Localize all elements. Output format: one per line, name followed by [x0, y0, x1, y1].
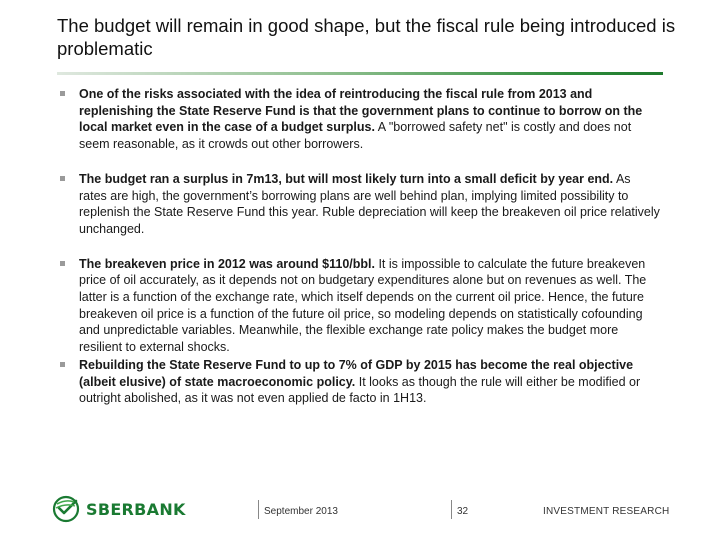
bullet-marker-icon: [60, 91, 65, 96]
bullet-bold-text: The budget ran a surplus in 7m13, but will most likely turn into a small deficit by year end.: [79, 171, 614, 186]
bullet-item: [60, 171, 660, 238]
footer-divider: [451, 500, 452, 519]
title-underline-rule: [57, 72, 663, 75]
slide-body: [60, 86, 660, 407]
bullet-item: [60, 256, 660, 356]
bullet-bold-text: Rebuilding the State Reserve Fund to up to 7% of GDP by 2015 has become the real objective (albeit elusive) of state macroeconomic policy.: [79, 357, 634, 389]
sberbank-logo: [52, 495, 186, 523]
bullet-bold-text: One of the risks associated with the idea of reintroducing the fiscal rule from 2013 and replenishing the State Reserve Fund is that the government plans to continue to borrow on the local market even in the case of a budget surplus.: [79, 87, 643, 135]
bullet-bold-text: The breakeven price in 2012 was around $110/bbl.: [79, 256, 375, 271]
bullet-text: As rates are high, the government’s borrowing plans are well behind plan, implying limited possibility to replenish the State Reserve Fund this year. Ruble depreciation will keep the breakeven oil price relatively unchanged.: [79, 171, 660, 236]
footer-section-label: INVESTMENT RESEARCH: [543, 506, 670, 517]
sberbank-logo-icon: [52, 495, 80, 523]
bullet-item: [60, 357, 660, 407]
footer-divider: [258, 500, 259, 519]
bullet-text: A "borrowed safety net" is costly and does not seem reasonable, as it crowds out other borrowers.: [79, 120, 632, 152]
bullet-marker-icon: [60, 176, 65, 181]
bullet-marker-icon: [60, 261, 65, 266]
bullet-item: [60, 86, 660, 153]
logo-text: SBERBANK: [86, 499, 186, 519]
slide-title: The budget will remain in good shape, but the fiscal rule being introduced is problematic: [57, 15, 676, 59]
bullet-marker-icon: [60, 362, 65, 367]
bullet-text: It looks as though the rule will either be modified or outright abolished, as it was not even applied de facto in 1H13.: [79, 374, 641, 406]
page-number: 32: [457, 506, 469, 517]
bullet-text: It is impossible to calculate the future breakeven price of oil accurately, as it depends not on budgetary expenditures alone but on revenues as well. The latter is a function of the exchange rate, which itself depends on the current oil price. Hence, the future breakeven oil price is a function of the future oil price, so modeling depends on statistically cofounding and unpredictable variables. Meanwhile, the flexible exchange rate policy makes the budget more resilient to external shocks.: [79, 256, 647, 355]
footer-date: September 2013: [264, 506, 338, 517]
